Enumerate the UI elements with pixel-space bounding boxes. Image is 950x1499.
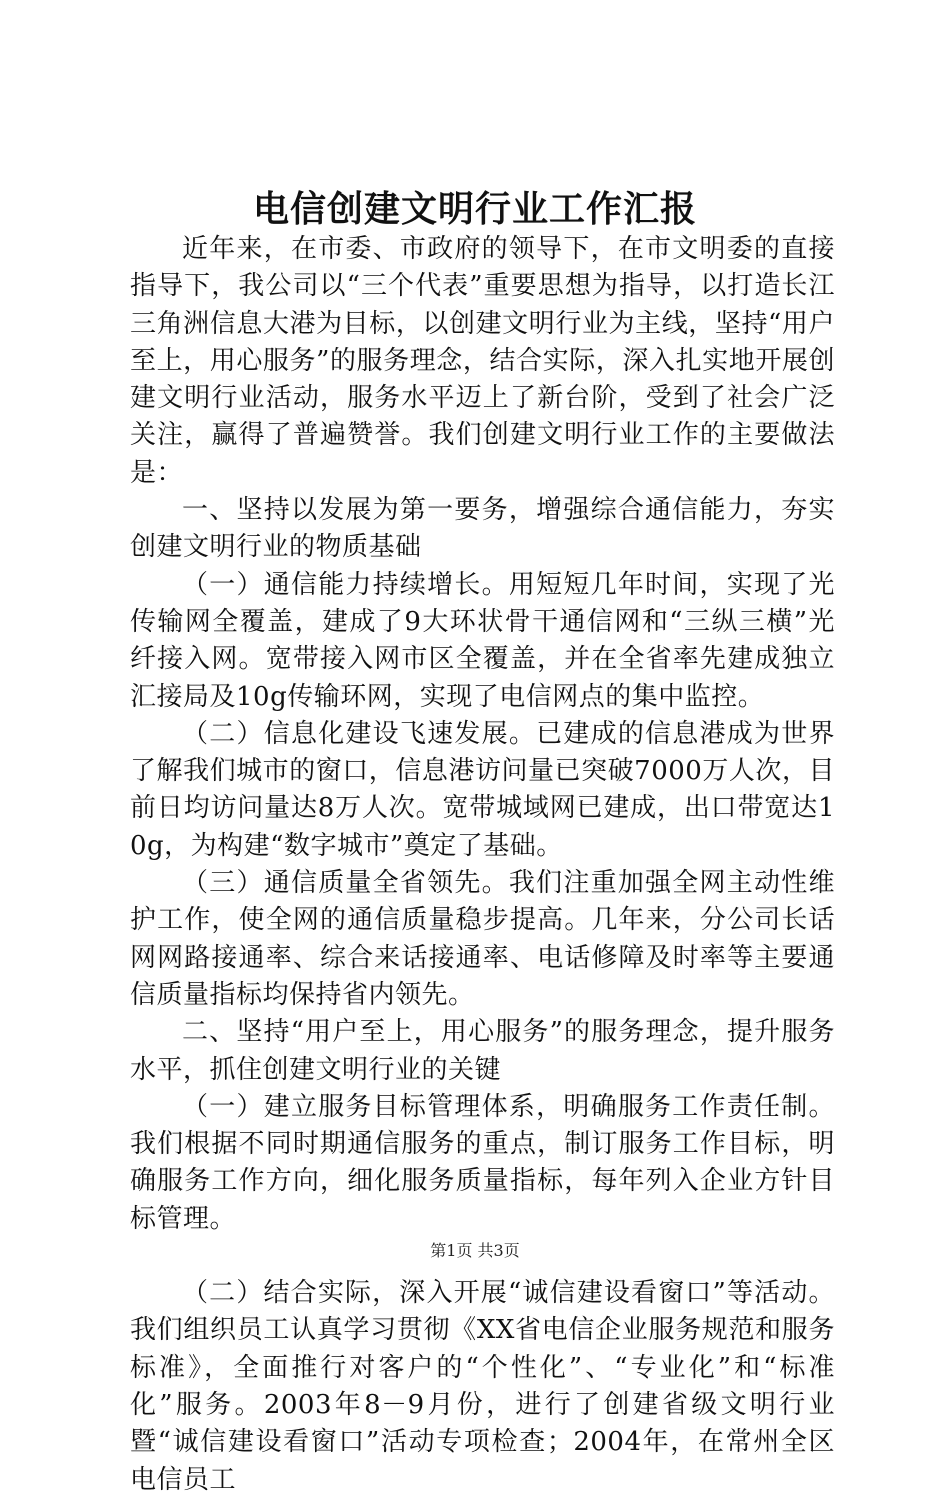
paragraph-section-1-item-1: （一）通信能力持续增长。用短短几年时间，实现了光传输网全覆盖，建成了9大环状骨干通信网和“三纵三横”光纤接入网。宽带接入网市区全覆盖，并在全省率先建成独立汇接局及10g传输环网，实现了电信网点的集中监控。 <box>130 569 835 712</box>
document-title: 电信创建文明行业工作汇报 <box>252 188 697 230</box>
paragraph-section-1-item-2: （二）信息化建设飞速发展。已建成的信息港成为世界了解我们城市的窗口，信息港访问量已突破7000万人次，目前日均访问量达8万人次。宽带城域网已建成，出口带宽达10g，为构建“数字城市”奠定了基础。 <box>130 718 835 861</box>
page-footer: 第1页 共3页 <box>430 1241 520 1260</box>
paragraph-section-1-heading: 一、坚持以发展为第一要务，增强综合通信能力，夯实创建文明行业的物质基础 <box>130 495 835 563</box>
paragraph-section-2-heading: 二、坚持“用户至上，用心服务”的服务理念，提升服务水平，抓住创建文明行业的关键 <box>130 1017 835 1085</box>
document-body <box>130 231 835 1499</box>
paragraph-section-1-item-3: （三）通信质量全省领先。我们注重加强全网主动性维护工作，使全网的通信质量稳步提高。几年来，分公司长话网网路接通率、综合来话接通率、电话修障及时率等主要通信质量指标均保持省内领先。 <box>130 868 835 1010</box>
paragraph-intro: 近年来，在市委、市政府的领导下，在市文明委的直接指导下，我公司以“三个代表”重要思想为指导，以打造长江三角洲信息大港为目标，以创建文明行业为主线，坚持“用户至上，用心服务”的服务理念，结合实际，深入扎实地开展创建文明行业活动，服务水平迈上了新台阶，受到了社会广泛关注，赢得了普遍赞誉。我们创建文明行业工作的主要做法是： <box>130 234 835 488</box>
paragraph-section-2-item-2: （二）结合实际，深入开展“诚信建设看窗口”等活动。我们组织员工认真学习贯彻《XX省电信企业服务规范和服务标准》，全面推行对客户的“个性化”、“专业化”和“标准化”服务。2003年8－9月份，进行了创建省级文明行业暨“诚信建设看窗口”活动专项检查；2004年，在常州全区电信员工 <box>130 1278 835 1495</box>
paragraph-section-2-item-1: （一）建立服务目标管理体系，明确服务工作责任制。我们根据不同时期通信服务的重点，制订服务工作目标，明确服务工作方向，细化服务质量指标，每年列入企业方针目标管理。 <box>130 1091 835 1234</box>
